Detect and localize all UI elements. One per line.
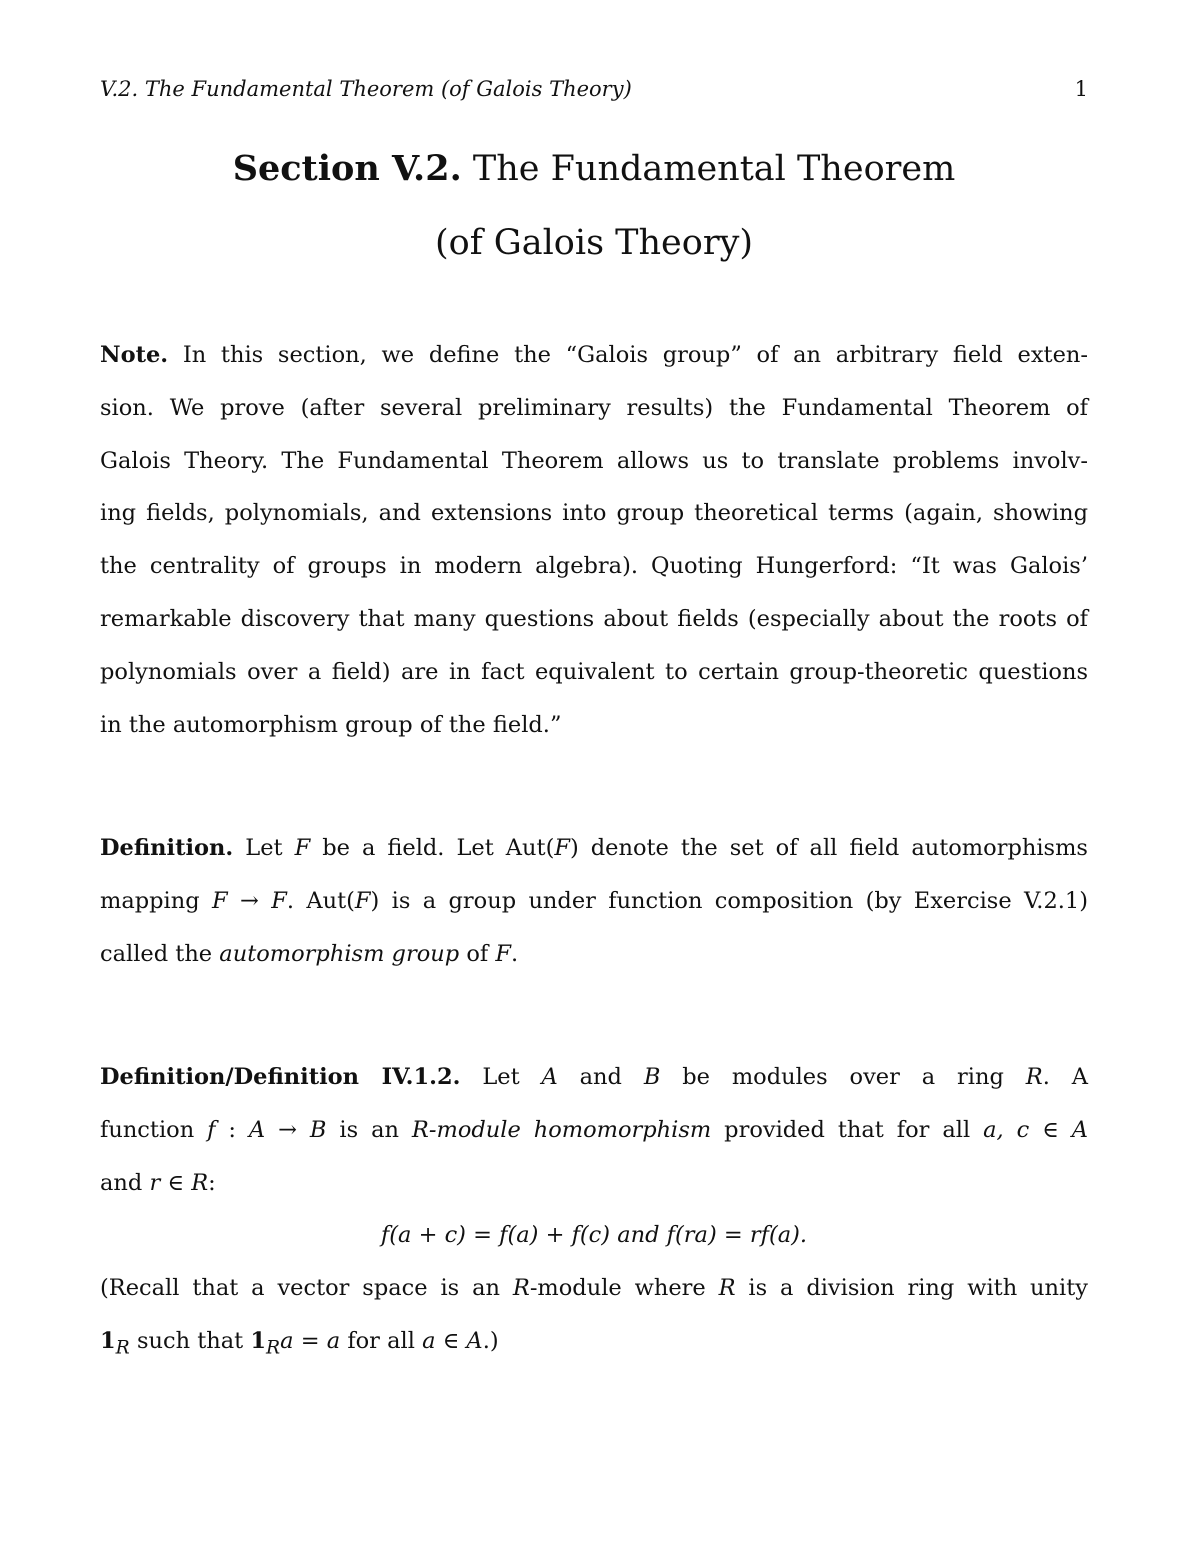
section-title-text: The Fundamental Theorem [472,149,956,189]
note-line: polynomials over a field) are in fact equivalent to certain group-theoretic questions [100,658,1088,685]
definition-line: called the automorphism group of F. [100,940,519,967]
note-line: remarkable discovery that many questions about fields (especially about the roots of [100,605,1088,632]
running-title: V.2. The Fundamental Theorem (of Galois Theory) [100,77,632,101]
note-line: in the automorphism group of the field.” [100,711,562,738]
definition-line: function f : A → B is an R-module homomorphism provided that for all a, c ∈ A [100,1116,1088,1143]
definition-label: Definition. [100,835,234,861]
definition-line: Definition. Let F be a field. Let Aut(F) denote the set of all field automorphisms [100,835,1088,861]
note-label: Note. [100,342,169,368]
definition-automorphism-group [100,822,1088,980]
note-line: Note. In this section, we define the “Galois group” of an arbitrary field exten- [100,342,1088,368]
definition-line: Definition/Definition IV.1.2. Let A and B be modules over a ring R. A [100,1064,1088,1090]
running-header [100,74,1088,104]
page-number: 1 [1074,77,1088,101]
note-line: the centrality of groups in modern algebra). Quoting Hungerford: “It was Galois’ [100,553,1088,580]
note-line: sion. We prove (after several preliminary results) the Fundamental Theorem of [100,394,1088,421]
term-automorphism-group: automorphism group [219,940,460,967]
note-paragraph [100,329,1088,751]
section-title [100,132,1088,280]
section-title-line-1 [100,132,1088,206]
definition-line: mapping F → F. Aut(F) is a group under function composition (by Exercise V.2.1) [100,887,1089,914]
homomorphism-formula: f(a + c) = f(a) + f(c) and f(ra) = rf(a). [380,1222,808,1249]
definition-label: Definition/Definition IV.1.2. [100,1064,461,1090]
term-module-homomorphism: -module homomorphism [428,1116,712,1143]
definition-line: and r ∈ R: [100,1169,216,1196]
section-number: Section V.2. [232,148,462,189]
note-line: Galois Theory. The Fundamental Theorem allows us to translate problems involv- [100,447,1088,474]
definition-module-homomorphism [100,1051,1088,1375]
definition-line: $1_R$ such that $1_Ra = a$ for all a ∈ A.) [100,1327,499,1359]
section-title-line-2: (of Galois Theory) [434,223,753,263]
note-line: ing fields, polynomials, and extensions into group theoretical terms (again, showing [100,500,1088,527]
definition-line: (Recall that a vector space is an R-module where R is a division ring with unity [100,1275,1088,1302]
